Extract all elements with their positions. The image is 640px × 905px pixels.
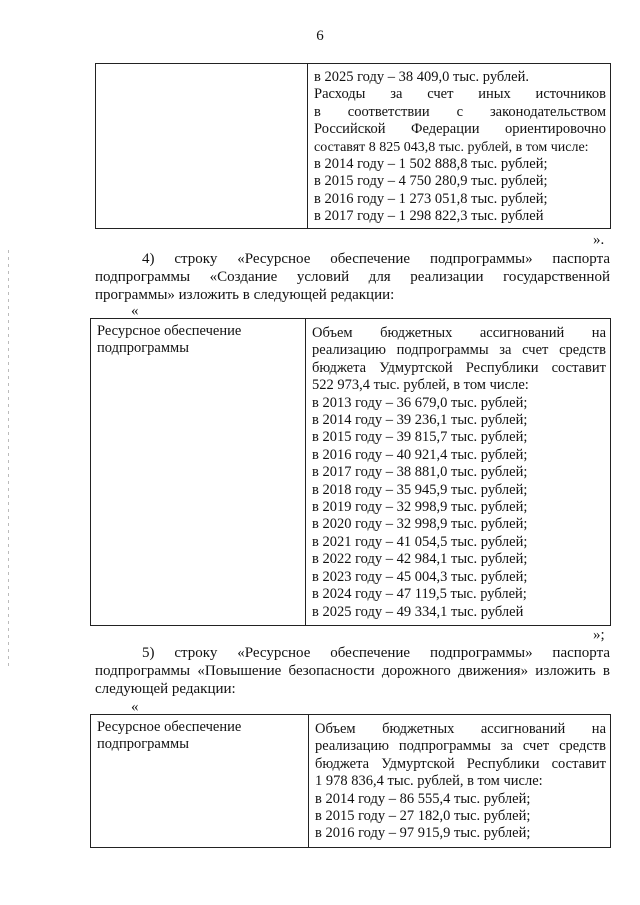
table2-intro: 522 973,4 тыс. рублей, в том числе: [312, 377, 529, 394]
table1-right-cell [308, 64, 611, 229]
opening-quote: « [131, 699, 139, 715]
paragraph-4-line: 4) строку «Ресурсное обеспечение подпрограммы» паспорта [142, 251, 610, 267]
table1-left-cell [96, 64, 308, 229]
table1-line: в соответствии с законодательством [314, 103, 606, 120]
table3-right-cell [309, 715, 611, 848]
paragraph-5-line: подпрограммы «Повышение безопасности дорожного движения» изложить в [95, 663, 610, 680]
paragraph-4 [95, 250, 610, 305]
table3-intro: 1 978 836,4 тыс. рублей, в том числе: [315, 773, 543, 790]
table1-line: в 2014 году – 1 502 888,8 тыс. рублей; [314, 156, 548, 173]
table2-year-row: в 2022 году – 42 984,1 тыс. рублей; [312, 551, 528, 568]
table3-intro: бюджета Удмуртской Республики составит [315, 755, 606, 772]
table1-line: в 2025 году – 38 409,0 тыс. рублей. [314, 69, 529, 85]
paragraph-5-line: 5) строку «Ресурсное обеспечение подпрограммы» паспорта [142, 645, 610, 661]
closing-quote: »; [593, 627, 605, 643]
table3-left-label: подпрограммы [97, 736, 189, 753]
table2-intro: Объем бюджетных ассигнований на [312, 325, 606, 341]
paragraph-4-line: подпрограммы «Создание условий для реализации государственной [95, 269, 610, 286]
opening-quote: « [131, 303, 139, 319]
table3-year-row: в 2015 году – 27 182,0 тыс. рублей; [315, 808, 531, 825]
table3-left-cell [91, 715, 309, 848]
table2-year-row: в 2020 году – 32 998,9 тыс. рублей; [312, 516, 528, 533]
table2-year-row: в 2013 году – 36 679,0 тыс. рублей; [312, 394, 528, 411]
table2-year-row: в 2018 году – 35 945,9 тыс. рублей; [312, 481, 528, 498]
table2-year-row: в 2025 году – 49 334,1 тыс. рублей [312, 603, 524, 620]
table2-intro: бюджета Удмуртской Республики составит [312, 359, 606, 376]
table2-year-row: в 2021 году – 41 054,5 тыс. рублей; [312, 533, 528, 550]
paragraph-5 [95, 644, 610, 699]
table1-line: в 2015 году – 4 750 280,9 тыс. рублей; [314, 173, 548, 190]
table1-line: в 2017 году – 1 298 822,3 тыс. рублей [314, 208, 544, 225]
table3-year-row: в 2016 году – 97 915,9 тыс. рублей; [315, 825, 531, 842]
table2-right-cell [306, 319, 611, 626]
table2-year-row: в 2023 году – 45 004,3 тыс. рублей; [312, 568, 528, 585]
table-resource-subprogram-conditions [90, 318, 611, 626]
table1-line: в 2016 году – 1 273 051,8 тыс. рублей; [314, 190, 548, 207]
table2-year-row: в 2019 году – 32 998,9 тыс. рублей; [312, 499, 528, 516]
table-continuation [95, 63, 611, 229]
table2-left-label: подпрограммы [97, 340, 189, 357]
table3-intro: реализацию подпрограммы за счет средств [315, 738, 606, 755]
closing-quote: ». [593, 232, 605, 248]
table2-year-row: в 2017 году – 38 881,0 тыс. рублей; [312, 464, 528, 481]
scan-margin-mark [8, 250, 9, 670]
table2-year-row: в 2015 году – 39 815,7 тыс. рублей; [312, 429, 528, 446]
paragraph-4-line: программы» изложить в следующей редакции: [95, 287, 395, 304]
paragraph-5-line: следующей редакции: [95, 681, 236, 698]
table3-year-row: в 2014 году – 86 555,4 тыс. рублей; [315, 790, 531, 807]
table1-line: Расходы за счет иных источников [314, 86, 606, 103]
table2-year-row: в 2016 году – 40 921,4 тыс. рублей; [312, 446, 528, 463]
table2-year-row: в 2024 году – 47 119,5 тыс. рублей; [312, 586, 527, 603]
table2-left-cell [91, 319, 306, 626]
page-number: 6 [316, 28, 324, 44]
table2-intro: реализацию подпрограммы за счет средств [312, 342, 606, 359]
table3-left-label: Ресурсное обеспечение [97, 719, 242, 735]
table2-year-row: в 2014 году – 39 236,1 тыс. рублей; [312, 412, 528, 429]
table1-line: составят 8 825 043,8 тыс. рублей, в том числе: [314, 139, 589, 155]
table3-intro: Объем бюджетных ассигнований на [315, 721, 606, 737]
table-resource-subprogram-road-safety [90, 714, 611, 848]
table1-line: Российской Федерации ориентировочно [314, 121, 606, 138]
table2-left-label: Ресурсное обеспечение [97, 323, 242, 339]
